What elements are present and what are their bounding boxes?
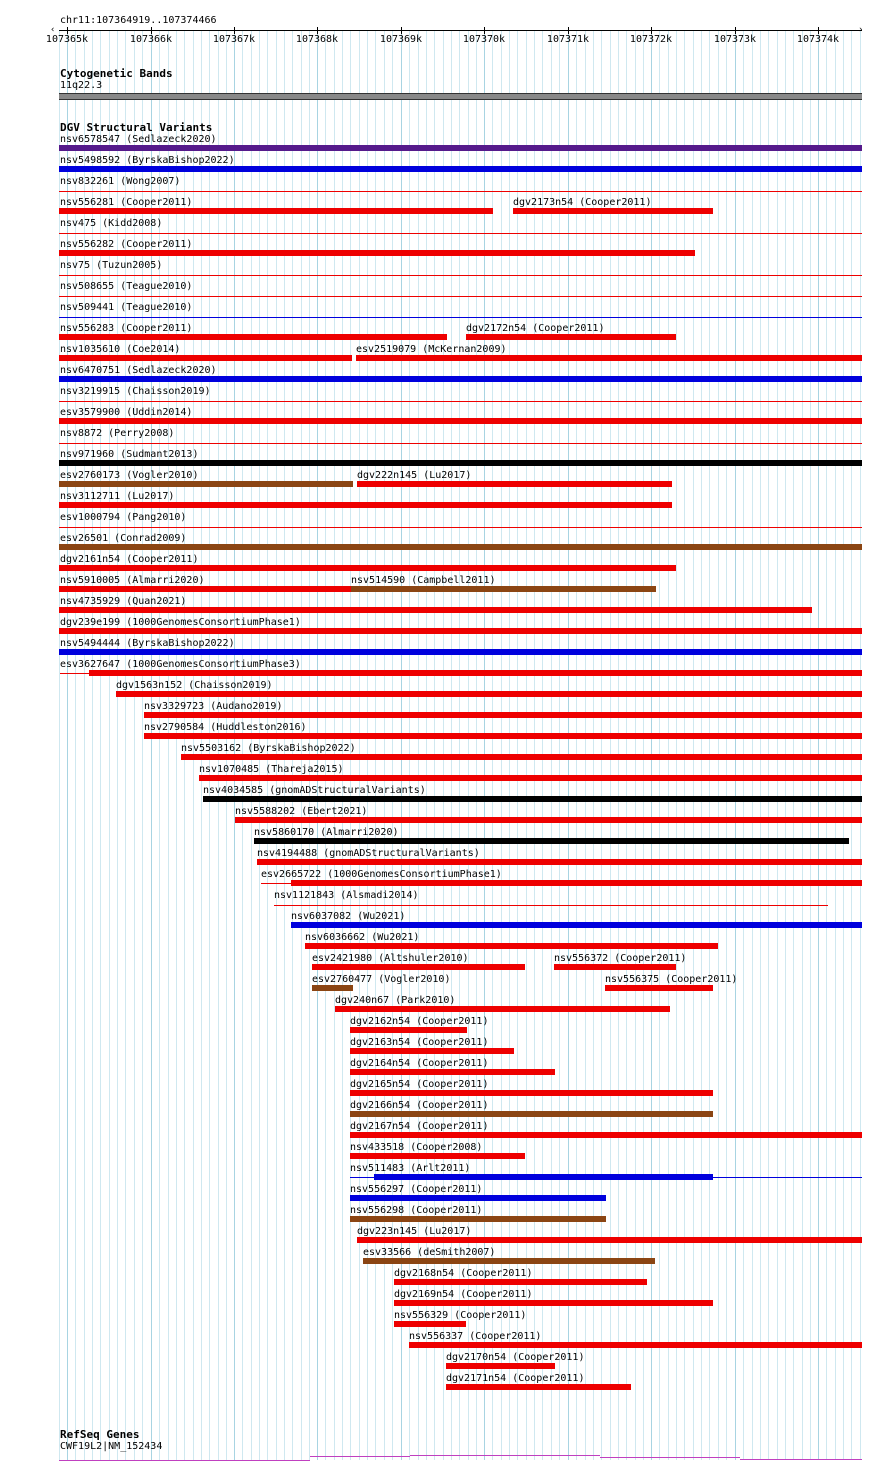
variant-bar[interactable] <box>350 1027 467 1033</box>
grid-line <box>459 30 460 1460</box>
variant-label[interactable]: nsv6470751 (Sedlazeck2020) <box>60 365 217 376</box>
variant-bar[interactable] <box>181 754 862 760</box>
variant-label[interactable]: dgv2164n54 (Cooper2011) <box>350 1058 489 1069</box>
variant-label[interactable]: nsv556282 (Cooper2011) <box>60 239 193 250</box>
variant-bar[interactable] <box>59 649 862 655</box>
variant-bar[interactable] <box>350 1048 514 1054</box>
grid-line <box>810 30 811 1460</box>
cytoband-name: 11q22.3 <box>60 80 103 91</box>
grid-line <box>568 30 569 1460</box>
variant-label[interactable]: esv33566 (deSmith2007) <box>363 1247 496 1258</box>
grid-line <box>526 30 527 1460</box>
variant-label[interactable]: dgv1563n152 (Chaisson2019) <box>116 680 273 691</box>
grid-line <box>451 30 452 1460</box>
variant-bar[interactable] <box>374 1174 713 1180</box>
ruler-tick <box>484 27 485 34</box>
variant-label[interactable]: nsv475 (Kidd2008) <box>60 218 163 229</box>
ruler-tick <box>151 27 152 34</box>
ruler-tick-label: 107367k <box>212 34 256 45</box>
variant-label[interactable]: nsv5860170 (Almarri2020) <box>254 827 399 838</box>
grid-line <box>542 30 543 1460</box>
variant-bar[interactable] <box>199 775 862 781</box>
variant-bar[interactable] <box>59 250 695 256</box>
ruler-tick <box>568 27 569 34</box>
grid-line <box>492 30 493 1460</box>
variant-label[interactable]: dgv2173n54 (Cooper2011) <box>513 197 652 208</box>
variant-bar[interactable] <box>144 733 862 739</box>
variant-label[interactable]: esv2760477 (Vogler2010) <box>312 974 451 985</box>
cytoband-track-title: Cytogenetic Bands <box>60 67 173 80</box>
variant-label[interactable]: nsv556337 (Cooper2011) <box>409 1331 542 1342</box>
variant-line[interactable] <box>59 275 862 276</box>
grid-line <box>743 30 744 1460</box>
variant-label[interactable]: dgv2170n54 (Cooper2011) <box>446 1352 585 1363</box>
variant-leader-line <box>350 1177 374 1178</box>
variant-bar[interactable] <box>257 859 862 865</box>
grid-line <box>593 30 594 1460</box>
scroll-right-arrow-icon[interactable]: › <box>858 25 864 35</box>
variant-label[interactable]: nsv1035610 (Coe2014) <box>60 344 181 355</box>
variant-bar[interactable] <box>59 334 447 340</box>
variant-label[interactable]: dgv2168n54 (Cooper2011) <box>394 1268 533 1279</box>
refseq-track-title: RefSeq Genes <box>60 1428 140 1441</box>
variant-label[interactable]: nsv832261 (Wong2007) <box>60 176 181 187</box>
variant-label[interactable]: nsv3219915 (Chaisson2019) <box>60 386 211 397</box>
variant-label[interactable]: nsv1070485 (Thareja2015) <box>199 764 344 775</box>
grid-line <box>443 30 444 1460</box>
grid-line <box>434 30 435 1460</box>
grid-line <box>610 30 611 1460</box>
ruler-tick-label: 107368k <box>295 34 339 45</box>
ruler-tick <box>234 27 235 34</box>
grid-line <box>618 30 619 1460</box>
variant-bar[interactable] <box>291 922 862 928</box>
variant-label[interactable]: nsv4034585 (gnomADStructuralVariants) <box>203 785 426 796</box>
variant-bar[interactable] <box>350 1111 713 1117</box>
variant-label[interactable]: nsv508655 (Teague2010) <box>60 281 193 292</box>
grid-line <box>585 30 586 1460</box>
variant-bar[interactable] <box>350 1090 713 1096</box>
variant-bar[interactable] <box>59 376 862 382</box>
variant-bar[interactable] <box>59 460 862 466</box>
variant-line[interactable] <box>59 527 862 528</box>
variant-label[interactable]: nsv6037082 (Wu2021) <box>291 911 406 922</box>
variant-label[interactable]: dgv239e199 (1000GenomesConsortiumPhase1) <box>60 617 301 628</box>
variant-bar[interactable] <box>59 565 676 571</box>
variant-bar[interactable] <box>350 1132 862 1138</box>
grid-line <box>468 30 469 1460</box>
variant-bar[interactable] <box>446 1363 555 1369</box>
grid-line <box>651 30 652 1460</box>
variant-leader-line <box>60 673 89 674</box>
grid-line <box>793 30 794 1460</box>
grid-line <box>826 30 827 1460</box>
variant-line[interactable] <box>59 191 862 192</box>
variant-line[interactable] <box>59 233 862 234</box>
variant-bar[interactable] <box>59 355 352 361</box>
variant-label[interactable]: nsv3112711 (Lu2017) <box>60 491 175 502</box>
variant-label[interactable]: nsv1121843 (Alsmadi2014) <box>274 890 419 901</box>
grid-line <box>601 30 602 1460</box>
variant-label[interactable]: nsv433518 (Cooper2008) <box>350 1142 483 1153</box>
grid-line <box>534 30 535 1460</box>
grid-line <box>684 30 685 1460</box>
grid-line <box>668 30 669 1460</box>
grid-line <box>760 30 761 1460</box>
variant-bar[interactable] <box>59 607 812 613</box>
ruler-tick-label: 107374k <box>796 34 840 45</box>
variant-label[interactable]: nsv4194488 (gnomADStructuralVariants) <box>257 848 480 859</box>
grid-line <box>860 30 861 1460</box>
variant-bar[interactable] <box>357 481 672 487</box>
variant-bar[interactable] <box>446 1384 631 1390</box>
variant-label[interactable]: nsv6578547 (Sedlazeck2020) <box>60 134 217 145</box>
variant-bar[interactable] <box>357 1237 862 1243</box>
grid-line <box>384 30 385 1460</box>
variant-line[interactable] <box>59 317 862 318</box>
variant-line[interactable] <box>59 296 862 297</box>
variant-label[interactable]: esv2421980 (Altshuler2010) <box>312 953 469 964</box>
variant-bar[interactable] <box>350 1216 606 1222</box>
grid-line <box>676 30 677 1460</box>
refseq-gene-label[interactable]: CWF19L2|NM_152434 <box>60 1441 163 1452</box>
grid-line <box>426 30 427 1460</box>
ruler-tick-label: 107369k <box>379 34 423 45</box>
variant-label[interactable]: nsv5503162 (ByrskaBishop2022) <box>181 743 356 754</box>
variant-label[interactable]: esv26501 (Conrad2009) <box>60 533 187 544</box>
grid-line <box>418 30 419 1460</box>
variant-label[interactable]: nsv8872 (Perry2008) <box>60 428 175 439</box>
variant-label[interactable]: esv1000794 (Pang2010) <box>60 512 187 523</box>
grid-line <box>484 30 485 1460</box>
ruler-tick-label: 107365k <box>45 34 89 45</box>
grid-line <box>367 30 368 1460</box>
location-label: chr11:107364919..107374466 <box>60 15 217 26</box>
variant-label[interactable]: nsv511483 (Arlt2011) <box>350 1163 471 1174</box>
variant-line[interactable] <box>59 443 862 444</box>
ruler-tick <box>651 27 652 34</box>
variant-bar[interactable] <box>89 670 862 676</box>
variant-label[interactable]: dgv2171n54 (Cooper2011) <box>446 1373 585 1384</box>
grid-line <box>693 30 694 1460</box>
grid-line <box>517 30 518 1460</box>
variant-bar[interactable] <box>116 691 862 697</box>
variant-bar[interactable] <box>394 1321 466 1327</box>
variant-label[interactable]: nsv5494444 (ByrskaBishop2022) <box>60 638 235 649</box>
ruler-tick <box>317 27 318 34</box>
variant-bar[interactable] <box>59 208 493 214</box>
variant-bar[interactable] <box>59 586 351 592</box>
variant-label[interactable]: nsv556329 (Cooper2011) <box>394 1310 527 1321</box>
grid-line <box>659 30 660 1460</box>
variant-label[interactable]: esv2519079 (McKernan2009) <box>356 344 507 355</box>
variant-bar[interactable] <box>144 712 862 718</box>
grid-line <box>752 30 753 1460</box>
grid-line <box>576 30 577 1460</box>
variant-bar[interactable] <box>513 208 713 214</box>
grid-line <box>476 30 477 1460</box>
variant-bar[interactable] <box>59 418 862 424</box>
variant-label[interactable]: dgv2163n54 (Cooper2011) <box>350 1037 489 1048</box>
variant-bar[interactable] <box>59 502 672 508</box>
ruler-tick <box>735 27 736 34</box>
variant-bar[interactable] <box>291 880 862 886</box>
variant-label[interactable]: nsv5498592 (ByrskaBishop2022) <box>60 155 235 166</box>
variant-label[interactable]: nsv971960 (Sudmant2013) <box>60 449 199 460</box>
grid-line <box>635 30 636 1460</box>
grid-line <box>851 30 852 1460</box>
variant-bar[interactable] <box>59 481 353 487</box>
variant-bar[interactable] <box>350 1153 525 1159</box>
ruler-tick-label: 107366k <box>129 34 173 45</box>
variant-label[interactable]: nsv3329723 (Audano2019) <box>144 701 283 712</box>
grid-line <box>375 30 376 1460</box>
grid-line <box>802 30 803 1460</box>
variant-bar[interactable] <box>59 628 862 634</box>
variant-bar[interactable] <box>394 1300 713 1306</box>
variant-bar[interactable] <box>59 544 862 550</box>
variant-line[interactable] <box>59 401 862 402</box>
dgv-track-title: DGV Structural Variants <box>60 121 213 134</box>
variant-label[interactable]: dgv2165n54 (Cooper2011) <box>350 1079 489 1090</box>
variant-bar[interactable] <box>335 1006 670 1012</box>
gene-segment[interactable] <box>310 1456 410 1457</box>
variant-bar[interactable] <box>394 1279 647 1285</box>
variant-label[interactable]: nsv2790584 (Huddleston2016) <box>144 722 307 733</box>
grid-line <box>718 30 719 1460</box>
variant-label[interactable]: nsv556375 (Cooper2011) <box>605 974 738 985</box>
ruler-axis <box>59 30 862 31</box>
variant-label[interactable]: dgv2167n54 (Cooper2011) <box>350 1121 489 1132</box>
grid-line <box>768 30 769 1460</box>
gene-segment[interactable] <box>410 1455 600 1456</box>
variant-label[interactable]: dgv2161n54 (Cooper2011) <box>60 554 199 565</box>
variant-label[interactable]: nsv5910005 (Almarri2020) <box>60 575 205 586</box>
grid-line <box>559 30 560 1460</box>
variant-label[interactable]: dgv2172n54 (Cooper2011) <box>466 323 605 334</box>
variant-label[interactable]: esv3579900 (Uddin2014) <box>60 407 193 418</box>
variant-label[interactable]: esv2665722 (1000GenomesConsortiumPhase1) <box>261 869 502 880</box>
variant-leader-line <box>261 883 291 884</box>
grid-line <box>551 30 552 1460</box>
variant-bar[interactable] <box>59 166 862 172</box>
variant-label[interactable]: nsv556297 (Cooper2011) <box>350 1184 483 1195</box>
scroll-left-arrow-icon[interactable]: ‹ <box>50 25 56 35</box>
variant-bar[interactable] <box>203 796 862 802</box>
grid-line <box>626 30 627 1460</box>
grid-line <box>785 30 786 1460</box>
variant-bar[interactable] <box>356 355 862 361</box>
variant-bar[interactable] <box>466 334 676 340</box>
variant-label[interactable]: dgv2166n54 (Cooper2011) <box>350 1100 489 1111</box>
variant-bar[interactable] <box>350 1069 555 1075</box>
variant-label[interactable]: dgv240n67 (Park2010) <box>335 995 456 1006</box>
variant-label[interactable]: dgv222n145 (Lu2017) <box>357 470 472 481</box>
variant-label[interactable]: nsv509441 (Teague2010) <box>60 302 193 313</box>
variant-label[interactable]: nsv6036662 (Wu2021) <box>305 932 420 943</box>
variant-label[interactable]: nsv514590 (Campbell2011) <box>351 575 496 586</box>
ruler-tick <box>818 27 819 34</box>
variant-bar[interactable] <box>363 1258 655 1264</box>
grid-line <box>392 30 393 1460</box>
variant-label[interactable]: nsv75 (Tuzun2005) <box>60 260 163 271</box>
variant-label[interactable]: nsv4735929 (Quan2021) <box>60 596 187 607</box>
ruler-tick-label: 107370k <box>462 34 506 45</box>
grid-line <box>735 30 736 1460</box>
ruler-tick <box>401 27 402 34</box>
grid-line <box>709 30 710 1460</box>
variant-bar[interactable] <box>312 964 525 970</box>
variant-label[interactable]: dgv2169n54 (Cooper2011) <box>394 1289 533 1300</box>
variant-label[interactable]: nsv556283 (Cooper2011) <box>60 323 193 334</box>
grid-line <box>818 30 819 1460</box>
ruler-tick-label: 107372k <box>629 34 673 45</box>
variant-label[interactable]: nsv556281 (Cooper2011) <box>60 197 193 208</box>
variant-label[interactable]: dgv223n145 (Lu2017) <box>357 1226 472 1237</box>
gene-segment[interactable] <box>740 1459 862 1460</box>
variant-bar[interactable] <box>605 985 713 991</box>
variant-bar[interactable] <box>254 838 849 844</box>
grid-line <box>501 30 502 1460</box>
grid-line <box>643 30 644 1460</box>
grid-line <box>777 30 778 1460</box>
variant-bar[interactable] <box>312 985 353 991</box>
variant-line[interactable] <box>274 905 828 906</box>
grid-line <box>509 30 510 1460</box>
grid-line <box>843 30 844 1460</box>
grid-line <box>726 30 727 1460</box>
variant-bar[interactable] <box>409 1342 862 1348</box>
variant-bar[interactable] <box>554 964 676 970</box>
grid-line <box>409 30 410 1460</box>
variant-label[interactable]: nsv556298 (Cooper2011) <box>350 1205 483 1216</box>
variant-bar[interactable] <box>350 1195 606 1201</box>
variant-label[interactable]: esv3627647 (1000GenomesConsortiumPhase3) <box>60 659 301 670</box>
variant-label[interactable]: esv2760173 (Vogler2010) <box>60 470 199 481</box>
grid-line <box>701 30 702 1460</box>
ruler-tick-label: 107373k <box>713 34 757 45</box>
variant-bar[interactable] <box>235 817 862 823</box>
variant-label[interactable]: dgv2162n54 (Cooper2011) <box>350 1016 489 1027</box>
grid-line <box>401 30 402 1460</box>
variant-tail-line <box>713 1177 862 1178</box>
variant-bar[interactable] <box>59 145 862 151</box>
ruler-tick <box>67 27 68 34</box>
variant-bar[interactable] <box>305 943 718 949</box>
variant-label[interactable]: nsv5588202 (Ebert2021) <box>235 806 368 817</box>
cytoband-bar[interactable] <box>59 93 862 100</box>
gene-segment[interactable] <box>600 1457 740 1458</box>
grid-line <box>359 30 360 1460</box>
gene-segment[interactable] <box>59 1460 310 1461</box>
grid-line <box>835 30 836 1460</box>
variant-bar[interactable] <box>351 586 656 592</box>
variant-label[interactable]: nsv556372 (Cooper2011) <box>554 953 687 964</box>
ruler-tick-label: 107371k <box>546 34 590 45</box>
